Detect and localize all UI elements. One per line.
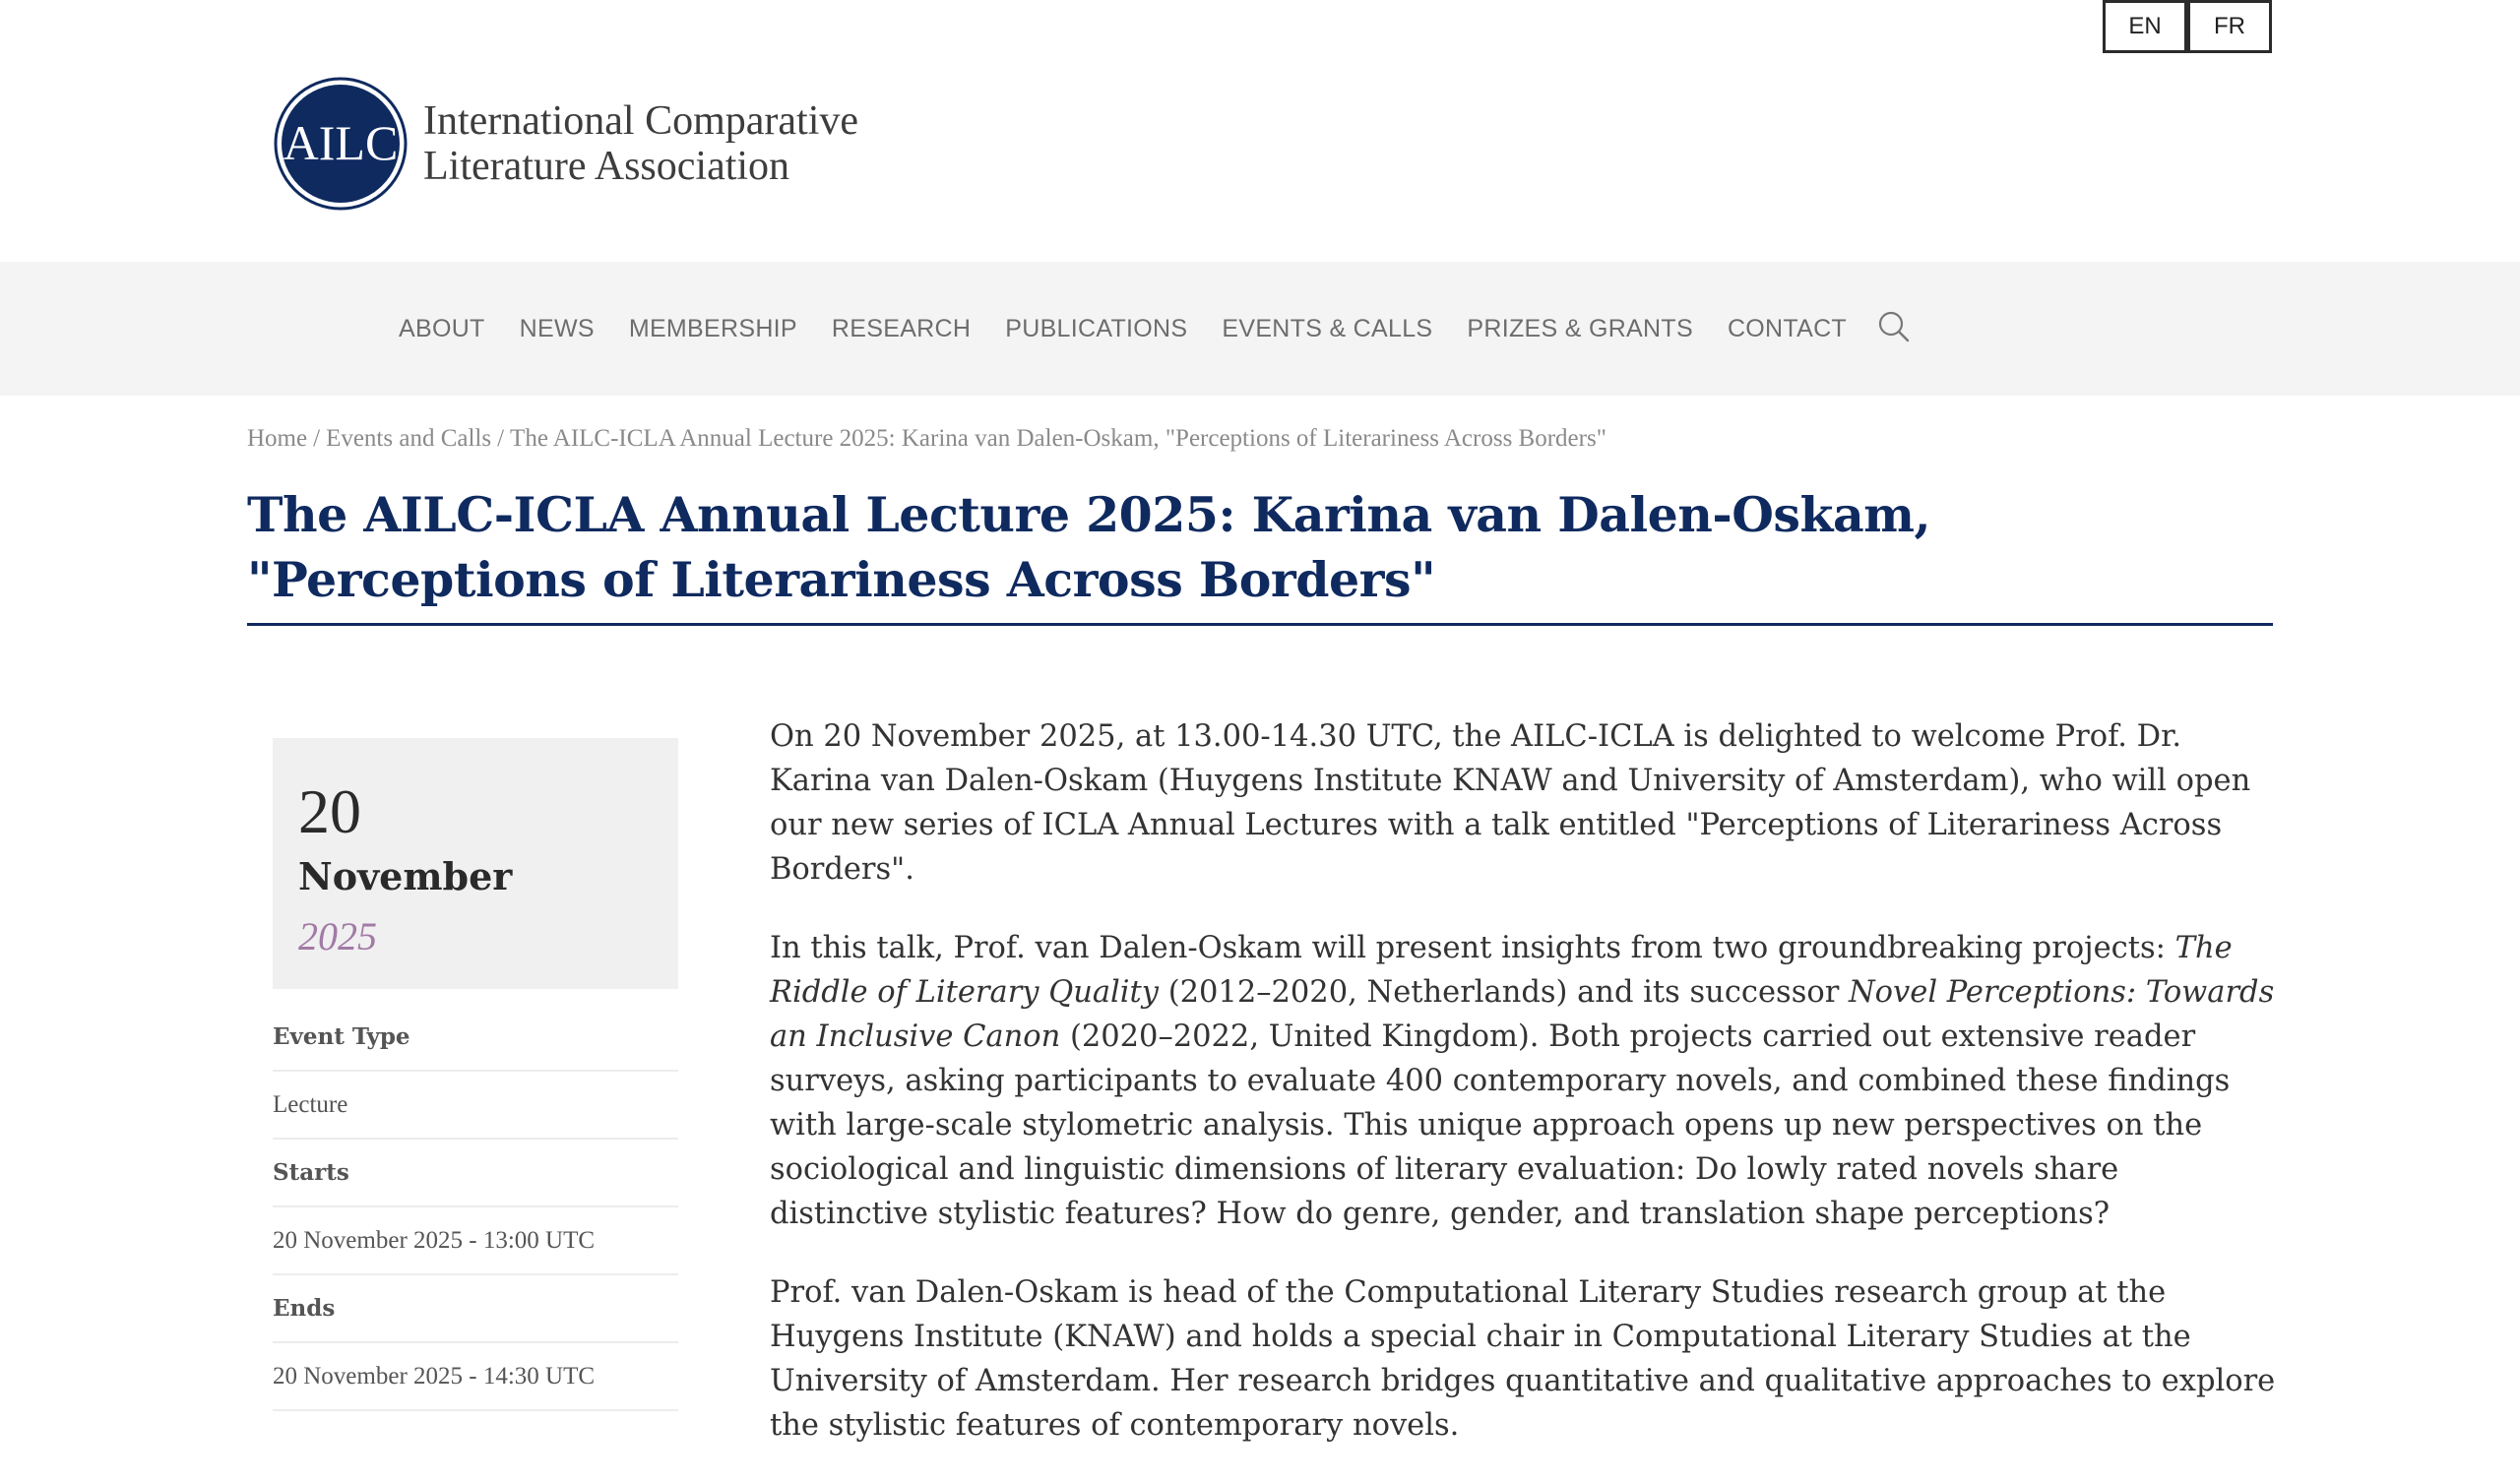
breadcrumb — [247, 425, 1606, 453]
nav-news[interactable]: NEWS — [519, 314, 595, 342]
language-switcher — [2103, 0, 2272, 53]
nav-publications[interactable]: PUBLICATIONS — [1005, 314, 1188, 342]
search-icon[interactable] — [1877, 310, 1911, 343]
event-starts-value: 20 November 2025 - 13:00 UTC — [273, 1207, 678, 1275]
nav-membership[interactable]: MEMBERSHIP — [628, 314, 797, 342]
event-date-month: November — [298, 854, 513, 898]
event-type-value: Lecture — [273, 1072, 678, 1140]
p2-text-b: (2012–2020, Netherlands) and its successor — [1159, 975, 1849, 1010]
logo-line-2: Literature Association — [423, 144, 790, 189]
lang-en-button[interactable]: EN — [2103, 0, 2187, 53]
event-date-box — [273, 738, 678, 989]
nav-events-calls[interactable]: EVENTS & CALLS — [1222, 314, 1433, 342]
event-ends-label: Ends — [273, 1275, 678, 1343]
ailc-logo-mark — [274, 77, 408, 211]
logo-wordmark — [423, 98, 858, 189]
nav-research[interactable]: RESEARCH — [831, 314, 972, 342]
p2-text-a: In this talk, Prof. van Dalen-Oskam will present insights from two groundbreaking projects: — [770, 931, 2175, 965]
nav-prizes-grants[interactable]: PRIZES & GRANTS — [1467, 314, 1693, 342]
description-paragraph-3: Prof. van Dalen-Oskam is head of the Computational Literary Studies research group at the Huygens Institute (KNAW) and holds a special chair in Computational Literary Studies at the University of Amsterdam. Her research bridges quantitative and qualitative approaches to explore the stylistic features of contemporary novels. — [770, 1275, 2276, 1443]
lang-fr-button[interactable]: FR — [2187, 0, 2272, 53]
breadcrumb-home[interactable]: Home — [247, 425, 308, 452]
event-starts-label: Starts — [273, 1140, 678, 1207]
nav-about[interactable]: ABOUT — [399, 314, 485, 342]
event-date-day: 20 — [298, 776, 361, 846]
main-navigation — [0, 262, 2520, 396]
breadcrumb-current: The AILC-ICLA Annual Lecture 2025: Karina van Dalen-Oskam, "Perceptions of Literariness Across Borders" — [510, 425, 1606, 452]
event-type-label: Event Type — [273, 1004, 678, 1072]
title-divider — [247, 623, 2273, 626]
nav-list — [399, 262, 1911, 396]
logo-monogram: AILC — [283, 115, 399, 170]
p2-project-title-1: The Riddle of Literary Quality — [770, 931, 2233, 1010]
description-paragraph-2 — [770, 926, 2278, 1236]
p2-project-title-2: Novel Perceptions: Towards an Inclusive Canon — [770, 975, 2275, 1054]
search-button[interactable] — [1881, 310, 1911, 347]
breadcrumb-events-calls[interactable]: Events and Calls — [326, 425, 492, 452]
event-ends-value: 20 November 2025 - 14:30 UTC — [273, 1343, 678, 1411]
event-meta — [273, 1004, 678, 1411]
breadcrumb-separator: / — [313, 425, 321, 452]
site-logo[interactable] — [274, 77, 858, 211]
page-title: The AILC-ICLA Annual Lecture 2025: Karina van Dalen-Oskam, "Perceptions of Literariness Across Borders" — [247, 486, 1931, 608]
event-description — [770, 714, 2278, 1482]
description-paragraph-1: On 20 November 2025, at 13.00-14.30 UTC, the AILC-ICLA is delighted to welcome Prof. Dr. Karina van Dalen-Oskam (Huygens Institute KNAW and University of Amsterdam), who will open our new series of ICLA Annual Lectures with a talk entitled "Perceptions of Literariness Across Borders". — [770, 719, 2251, 887]
nav-contact[interactable]: CONTACT — [1727, 314, 1848, 342]
breadcrumb-separator: / — [497, 425, 505, 452]
p2-text-c: (2020–2022, United Kingdom). Both projects carried out extensive reader surveys, asking participants to evaluate 400 contemporary novels, and combined these findings with large-scale stylometric analysis. This unique approach opens up new perspectives on the sociological and linguistic dimensions of literary evaluation: Do lowly rated novels share distinctive stylistic features? How do genre, gender, and translation shape perceptions? — [770, 1019, 2231, 1231]
event-date-year: 2025 — [298, 914, 377, 958]
logo-line-1: International Comparative — [423, 98, 859, 144]
